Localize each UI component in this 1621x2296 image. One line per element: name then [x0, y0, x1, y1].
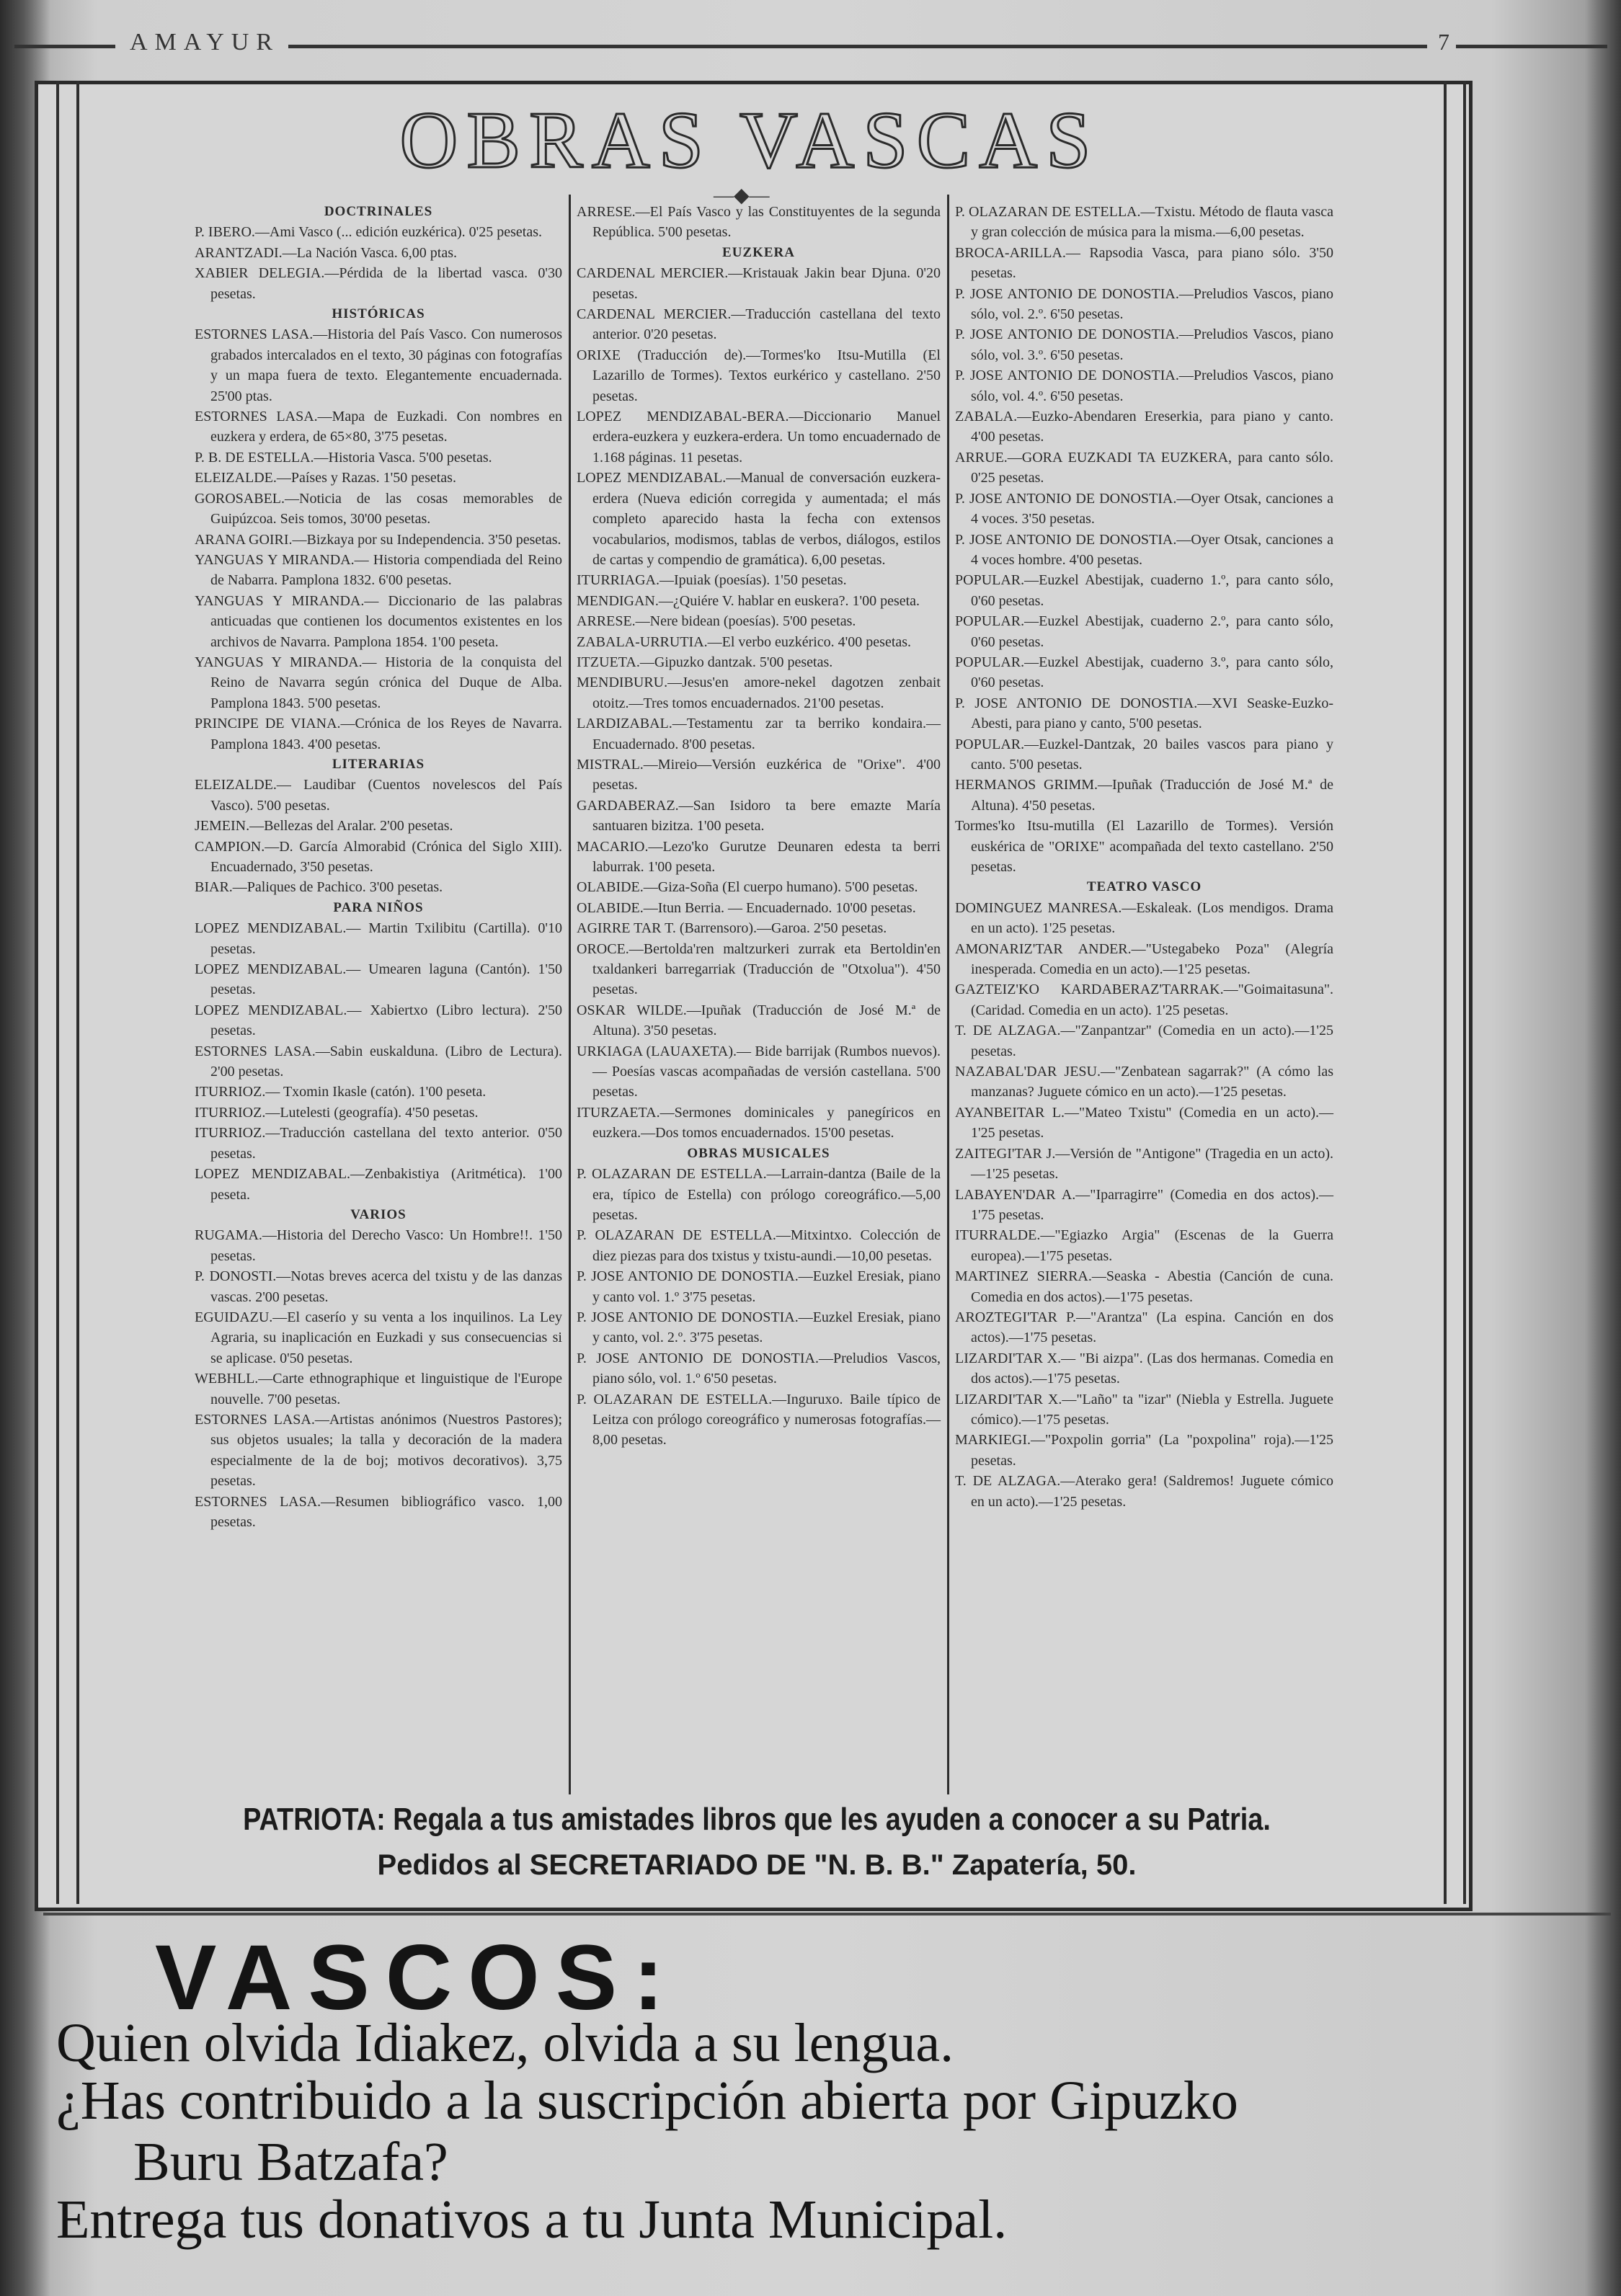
catalog-entry: XABIER DELEGIA.—Pérdida de la libertad vasca. 0'30 pesetas. [195, 265, 562, 302]
catalog-entry: LOPEZ MENDIZABAL.— Martin Txilibitu (Cartilla). 0'10 pesetas. [195, 920, 562, 957]
catalog-entry: ESTORNES LASA.—Resumen bibliográfico vasco. 1,00 pesetas. [195, 1493, 562, 1530]
catalog-entry: Tormes'ko Itsu-mutilla (El Lazarillo de Tormes). Versión euskérica de "ORIXE" acompañada del texto castellano. 2'50 pesetas. [955, 818, 1333, 875]
catalog-entry: MENDIGAN.—¿Quiére V. hablar en euskera?. 1'00 peseta. [577, 592, 920, 609]
catalog-entry: RUGAMA.—Historia del Derecho Vasco: Un Hombre!!. 1'50 pesetas. [195, 1227, 562, 1264]
running-head [14, 29, 1607, 58]
catalog-entry: ITZUETA.—Gipuzko dantzak. 5'00 pesetas. [577, 654, 833, 670]
catalog-entry: LOPEZ MENDIZABAL.—Manual de conversación euzkera-erdera (Nueva edición corregida y aumentada; el más completo aparecido hasta la fecha con extensos vocabularios, modismos, tablas de verbos, diálogos, estilos de cartas y compendio de gramática). 6,00 pesetas. [577, 470, 941, 568]
catalog-entry: CARDENAL MERCIER.—Traducción castellana del texto anterior. 0'20 pesetas. [577, 306, 941, 343]
catalog-entry: JEMEIN.—Bellezas del Aralar. 2'00 pesetas. [195, 818, 453, 835]
catalog-column-1 [195, 202, 562, 1532]
running-head-rule [288, 45, 1427, 48]
catalog-entry: AGIRRE TAR T. (Barrensoro).—Garoa. 2'50 pesetas. [577, 920, 887, 937]
catalog-entry: P. JOSE ANTONIO DE DONOSTIA.—Preludios Vascos, piano sólo, vol. 1.º 6'50 pesetas. [577, 1350, 941, 1387]
section-heading: DOCTRINALES [324, 204, 433, 219]
catalog-entry: ITURRIOZ.—Lutelesti (geografía). 4'50 pesetas. [195, 1104, 479, 1121]
order-address: Pedidos al SECRETARIADO DE "N. B. B." Zapatería, 50. [377, 1849, 1137, 1881]
border-inner-right [1444, 81, 1447, 1904]
page-edge-shadow-right [1585, 0, 1621, 2296]
running-head-rule-left [14, 45, 115, 48]
catalog-entry: GAZTEIZ'KO KARDABERAZ'TARRAK.—"Goimaitasuna". (Caridad. Comedia en un acto). 1'25 pesetas. [955, 982, 1333, 1018]
catalog-entry: P. JOSE ANTONIO DE DONOSTIA.—Oyer Otsak, canciones a 4 voces hombre. 4'00 pesetas. [955, 531, 1333, 568]
section-heading: VARIOS [350, 1206, 407, 1222]
catalog-entry: EGUIDAZU.—El caserío y su venta a los inquilinos. La Ley Agraria, su inaplicación en Euzkadi y sus consecuencias si se aplicase. 0'50 pesetas. [195, 1309, 562, 1366]
catalog-column-3 [955, 202, 1333, 1512]
appeal-line-4: Entrega tus donativos a tu Junta Municipal. [56, 2189, 1008, 2250]
catalog-entry: ITURRIAGA.—Ipuiak (poesías). 1'50 pesetas. [577, 572, 847, 589]
running-head-rule-right [1456, 45, 1607, 48]
catalog-entry: MARTINEZ SIERRA.—Seaska - Abestia (Canción de cuna. Comedia en dos actos).—1'75 pesetas. [955, 1268, 1333, 1305]
catalog-entry: ORIXE (Traducción de).—Tormes'ko Itsu-Mutilla (El Lazarillo de Tormes). Textos eurkérico y castellano. 2'50 pesetas. [577, 347, 941, 404]
appeal-headline: VASCOS: [155, 1926, 680, 2029]
catalog-entry: POPULAR.—Euzkel-Dantzak, 20 bailes vascos para piano y canto. 5'00 pesetas. [955, 736, 1333, 773]
catalog-entry: LARDIZABAL.—Testamentu zar ta berriko kondaira.—Encuadernado. 8'00 pesetas. [577, 716, 941, 752]
catalog-column-2 [577, 202, 941, 1451]
ad-title: OBRAS VASCAS [399, 96, 1100, 185]
catalog-entry: P. OLAZARAN DE ESTELLA.—Larrain-dantza (Baile de la era, típico de Estella) con prólogo coreográfico.—5,00 pesetas. [577, 1166, 941, 1223]
catalog-entry: MISTRAL.—Mireio—Versión euzkérica de "Orixe". 4'00 pesetas. [577, 756, 941, 793]
catalog-entry: OSKAR WILDE.—Ipuñak (Traducción de José M.ª de Altuna). 3'50 pesetas. [577, 1002, 941, 1039]
catalog-entry: P. JOSE ANTONIO DE DONOSTIA.—XVI Seaske-Euzko-Abesti, para piano y canto, 5'00 pesetas. [955, 695, 1333, 732]
catalog-entry: LIZARDI'TAR X.— "Bi aizpa". (Las dos hermanas. Comedia en dos actos).—1'75 pesetas. [955, 1350, 1333, 1387]
appeal-line-1: Quien olvida Idiakez, olvida a su lengua. [56, 2013, 954, 2073]
catalog-entry: ITURRIOZ.— Txomin Ikasle (catón). 1'00 peseta. [195, 1084, 487, 1100]
catalog-entry: OLABIDE.—Itun Berria. — Encuadernado. 10'00 pesetas. [577, 899, 916, 916]
section-heading: EUZKERA [722, 244, 795, 260]
catalog-entry: YANGUAS Y MIRANDA.— Historia compendiada del Reino de Nabarra. Pamplona 1832. 6'00 pesetas. [195, 551, 562, 589]
catalog-entry: CARDENAL MERCIER.—Kristauak Jakin bear Djuna. 0'20 pesetas. [577, 265, 941, 302]
catalog-entry: ARRUE.—GORA EUZKADI TA EUZKERA, para canto sólo. 0'25 pesetas. [955, 449, 1333, 486]
catalog-entry: P. JOSE ANTONIO DE DONOSTIA.—Preludios Vascos, piano sólo, vol. 2.º. 6'50 pesetas. [955, 285, 1333, 323]
catalog-entry: POPULAR.—Euzkel Abestijak, cuaderno 2.º, para canto sólo, 0'60 pesetas. [955, 613, 1333, 650]
catalog-entry: P. OLAZARAN DE ESTELLA.—Txistu. Método de flauta vasca y gran colección de música para la misma.—6,00 pesetas. [955, 204, 1333, 241]
catalog-entry: ARRESE.—El País Vasco y las Constituyentes de la segunda República. 5'00 pesetas. [577, 204, 941, 241]
catalog-entry: MACARIO.—Lezo'ko Gurutze Deunaren edesta ta berri laburrak. 1'00 peseta. [577, 838, 941, 875]
catalog-entry: P. JOSE ANTONIO DE DONOSTIA.—Preludios Vascos, piano sólo, vol. 4.º. 6'50 pesetas. [955, 368, 1333, 404]
catalog-entry: ESTORNES LASA.—Historia del País Vasco. Con numerosos grabados intercalados en el texto, 30 páginas con fotografías y un mapa fuera de texto. Elegantemente encuadernada. 25'00 ptas. [195, 326, 562, 404]
catalog-entry: ARRESE.—Nere bidean (poesías). 5'00 pesetas. [577, 613, 856, 630]
catalog-entry: YANGUAS Y MIRANDA.— Diccionario de las palabras anticuadas que contienen los documentos existentes en los archivos de Navarra. Pamplona 1854. 1'00 peseta. [195, 592, 562, 650]
catalog-entry: ITURZAETA.—Sermones dominicales y panegíricos en euzkera.—Dos tomos encuadernados. 15'00 pesetas. [577, 1104, 941, 1142]
border-inner-left-2 [76, 81, 79, 1904]
section-separator [43, 1913, 1611, 1915]
patriota-slogan: PATRIOTA: Regala a tus amistades libros que les ayuden a conocer a su Patria. [243, 1802, 1271, 1837]
catalog-entry: AMONARIZ'TAR ANDER.—"Ustegabeko Poza" (Alegría inesperada. Comedia en un acto).—1'25 pesetas. [955, 940, 1333, 978]
catalog-entry: HERMANOS GRIMM.—Ipuñak (Traducción de José M.ª de Altuna). 4'50 pesetas. [955, 777, 1333, 814]
catalog-entry: GARDABERAZ.—San Isidoro ta bere emazte María santuaren bizitza. 1'00 peseta. [577, 797, 941, 835]
catalog-entry: ESTORNES LASA.—Mapa de Euzkadi. Con nombres en euzkera y erdera, de 65×80, 3'75 pesetas. [195, 409, 562, 445]
catalog-entry: BROCA-ARILLA.— Rapsodia Vasca, para piano sólo. 3'50 pesetas. [955, 244, 1333, 282]
catalog-entry: LOPEZ MENDIZABAL.— Umearen laguna (Cantón). 1'50 pesetas. [195, 961, 562, 998]
catalog-entry: PRINCIPE DE VIANA.—Crónica de los Reyes de Navarra. Pamplona 1843. 4'00 pesetas. [195, 716, 562, 752]
catalog-entry: DOMINGUEZ MANRESA.—Eskaleak. (Los mendigos. Drama en un acto). 1'25 pesetas. [955, 899, 1333, 937]
catalog-entry: AROZTEGI'TAR P.—"Arantza" (La espina. Canción en dos actos).—1'75 pesetas. [955, 1309, 1333, 1346]
column-rule-2 [947, 195, 949, 1794]
catalog-entry: ZABALA-URRUTIA.—El verbo euzkérico. 4'00 pesetas. [577, 633, 912, 650]
page-number: 7 [1438, 29, 1449, 55]
section-heading: PARA NIÑOS [333, 899, 424, 915]
section-heading: HISTÓRICAS [332, 306, 425, 322]
section-heading: OBRAS MUSICALES [687, 1145, 830, 1161]
catalog-entry: WEBHLL.—Carte ethnographique et linguistique de l'Europe nouvelle. 7'00 pesetas. [195, 1371, 562, 1407]
appeal-line-3: Buru Batzafa? [133, 2132, 448, 2192]
catalog-entry: OROCE.—Bertolda'ren maltzurkeri zurrak eta Bertoldin'en txaldankeri barregarriak (Traducción de "Otxolua"). 4'50 pesetas. [577, 940, 941, 998]
catalog-entry: ITURRALDE.—"Egiazko Argia" (Escenas de la Guerra europea).—1'75 pesetas. [955, 1227, 1333, 1264]
catalog-entry: POPULAR.—Euzkel Abestijak, cuaderno 1.º, para canto sólo, 0'60 pesetas. [955, 572, 1333, 609]
catalog-entry: OLABIDE.—Giza-Soña (El cuerpo humano). 5'00 pesetas. [577, 879, 918, 896]
catalog-entry: POPULAR.—Euzkel Abestijak, cuaderno 3.º, para canto sólo, 0'60 pesetas. [955, 654, 1333, 691]
catalog-entry: MARKIEGI.—"Poxpolin gorria" (La "poxpolina" roja).—1'25 pesetas. [955, 1432, 1333, 1469]
catalog-entry: MENDIBURU.—Jesus'en amore-nekel dagotzen zenbait otoitz.—Tres tomos encuadernados. 21'00 pesetas. [577, 675, 941, 711]
catalog-entry: LOPEZ MENDIZABAL.— Xabiertxo (Libro lectura). 2'50 pesetas. [195, 1002, 562, 1039]
catalog-entry: ESTORNES LASA.—Sabin euskalduna. (Libro de Lectura). 2'00 pesetas. [195, 1043, 562, 1080]
catalog-entry: P. JOSE ANTONIO DE DONOSTIA.—Euzkel Eresiak, piano y canto, vol. 2.º. 3'75 pesetas. [577, 1309, 941, 1346]
catalog-entry: CAMPION.—D. García Almorabid (Crónica del Siglo XIII). Encuadernado, 3'50 pesetas. [195, 838, 562, 875]
catalog-entry: LABAYEN'DAR A.—"Iparragirre" (Comedia en dos actos).—1'75 pesetas. [955, 1186, 1333, 1223]
catalog-entry: ARANA GOIRI.—Bizkaya por su Independencia. 3'50 pesetas. [195, 531, 561, 548]
title-ornament: ―◆― [714, 184, 770, 207]
catalog-entry: NAZABAL'DAR JESU.—"Zenbatean sagarrak?" (A cómo las manzanas? Juguete cómico en un acto).—1'25 pesetas. [955, 1064, 1333, 1100]
section-heading: LITERARIAS [332, 756, 425, 772]
catalog-entry: ELEIZALDE.—Países y Razas. 1'50 pesetas. [195, 470, 456, 486]
catalog-entry: ZABALA.—Euzko-Abendaren Ereserkia, para piano y canto. 4'00 pesetas. [955, 409, 1333, 445]
border-inner-left [56, 81, 59, 1904]
catalog-entry: T. DE ALZAGA.—"Zanpantzar" (Comedia en un acto).—1'25 pesetas. [955, 1023, 1333, 1059]
catalog-entry: P. IBERO.—Ami Vasco (... edición euzkérica). 0'25 pesetas. [195, 224, 543, 241]
catalog-entry: ZAITEGI'TAR J.—Versión de "Antigone" (Tragedia en un acto).—1'25 pesetas. [955, 1145, 1333, 1183]
border-inner-right-2 [1463, 81, 1466, 1904]
catalog-entry: GOROSABEL.—Noticia de las cosas memorables de Guipúzcoa. Seis tomos, 30'00 pesetas. [195, 490, 562, 528]
appeal-line-2: ¿Has contribuido a la suscripción abierta por Gipuzko [56, 2070, 1238, 2131]
catalog-entry: ARANTZADI.—La Nación Vasca. 6,00 ptas. [195, 244, 457, 261]
catalog-entry: AYANBEITAR L.—"Mateo Txistu" (Comedia en un acto).—1'25 pesetas. [955, 1104, 1333, 1142]
publication-name: AMAYUR [130, 29, 280, 55]
catalog-entry: LOPEZ MENDIZABAL.—Zenbakistiya (Aritmética). 1'00 peseta. [195, 1166, 562, 1203]
column-rule-1 [569, 195, 571, 1794]
catalog-entry: P. JOSE ANTONIO DE DONOSTIA.—Preludios Vascos, piano sólo, vol. 3.º. 6'50 pesetas. [955, 326, 1333, 363]
catalog-entry: P. OLAZARAN DE ESTELLA.—Mitxintxo. Colección de diez piezas para dos txistus y txistu-aundi.—10,00 pesetas. [577, 1227, 941, 1264]
catalog-entry: P. JOSE ANTONIO DE DONOSTIA.—Euzkel Eresiak, piano y canto vol. 1.º 3'75 pesetas. [577, 1268, 941, 1305]
catalog-entry: YANGUAS Y MIRANDA.— Historia de la conquista del Reino de Navarra según crónica del Duque de Alba. Pamplona 1843. 5'00 pesetas. [195, 654, 562, 711]
catalog-entry: BIAR.—Paliques de Pachico. 3'00 pesetas. [195, 879, 443, 896]
catalog-entry: P. DONOSTI.—Notas breves acerca del txistu y de las danzas vascas. 2'00 pesetas. [195, 1268, 562, 1305]
section-heading: TEATRO VASCO [1086, 879, 1202, 895]
catalog-entry: ITURRIOZ.—Traducción castellana del texto anterior. 0'50 pesetas. [195, 1125, 562, 1162]
catalog-entry: P. JOSE ANTONIO DE DONOSTIA.—Oyer Otsak, canciones a 4 voces. 3'50 pesetas. [955, 490, 1333, 528]
catalog-entry: LIZARDI'TAR X.—"Laño" ta "izar" (Niebla y Estrella. Juguete cómico).—1'75 pesetas. [955, 1391, 1333, 1428]
catalog-entry: ELEIZALDE.— Laudibar (Cuentos novelescos del País Vasco). 5'00 pesetas. [195, 777, 562, 814]
catalog-entry: P. B. DE ESTELLA.—Historia Vasca. 5'00 pesetas. [195, 449, 492, 466]
catalog-entry: T. DE ALZAGA.—Aterako gera! (Saldremos! Juguete cómico en un acto).—1'25 pesetas. [955, 1473, 1333, 1510]
catalog-entry: URKIAGA (LAUAXETA).— Bide barrijak (Rumbos nuevos). — Poesías vascas acompañadas de versión castellana. 5'00 pesetas. [577, 1043, 941, 1100]
catalog-entry: LOPEZ MENDIZABAL-BERA.—Diccionario Manuel erdera-euzkera y euzkera-erdera. Un tomo encuadernado de 1.168 páginas. 11 pesetas. [577, 409, 941, 466]
catalog-entry: P. OLAZARAN DE ESTELLA.—Inguruxo. Baile típico de Leitza con prólogo coreográfico y numerosas fotografías.—8,00 pesetas. [577, 1391, 941, 1449]
catalog-entry: ESTORNES LASA.—Artistas anónimos (Nuestros Pastores); sus objetos usuales; la talla y decoración de la madera especialmente de la de boj; motivos decorativos). 3,75 pesetas. [195, 1411, 562, 1490]
